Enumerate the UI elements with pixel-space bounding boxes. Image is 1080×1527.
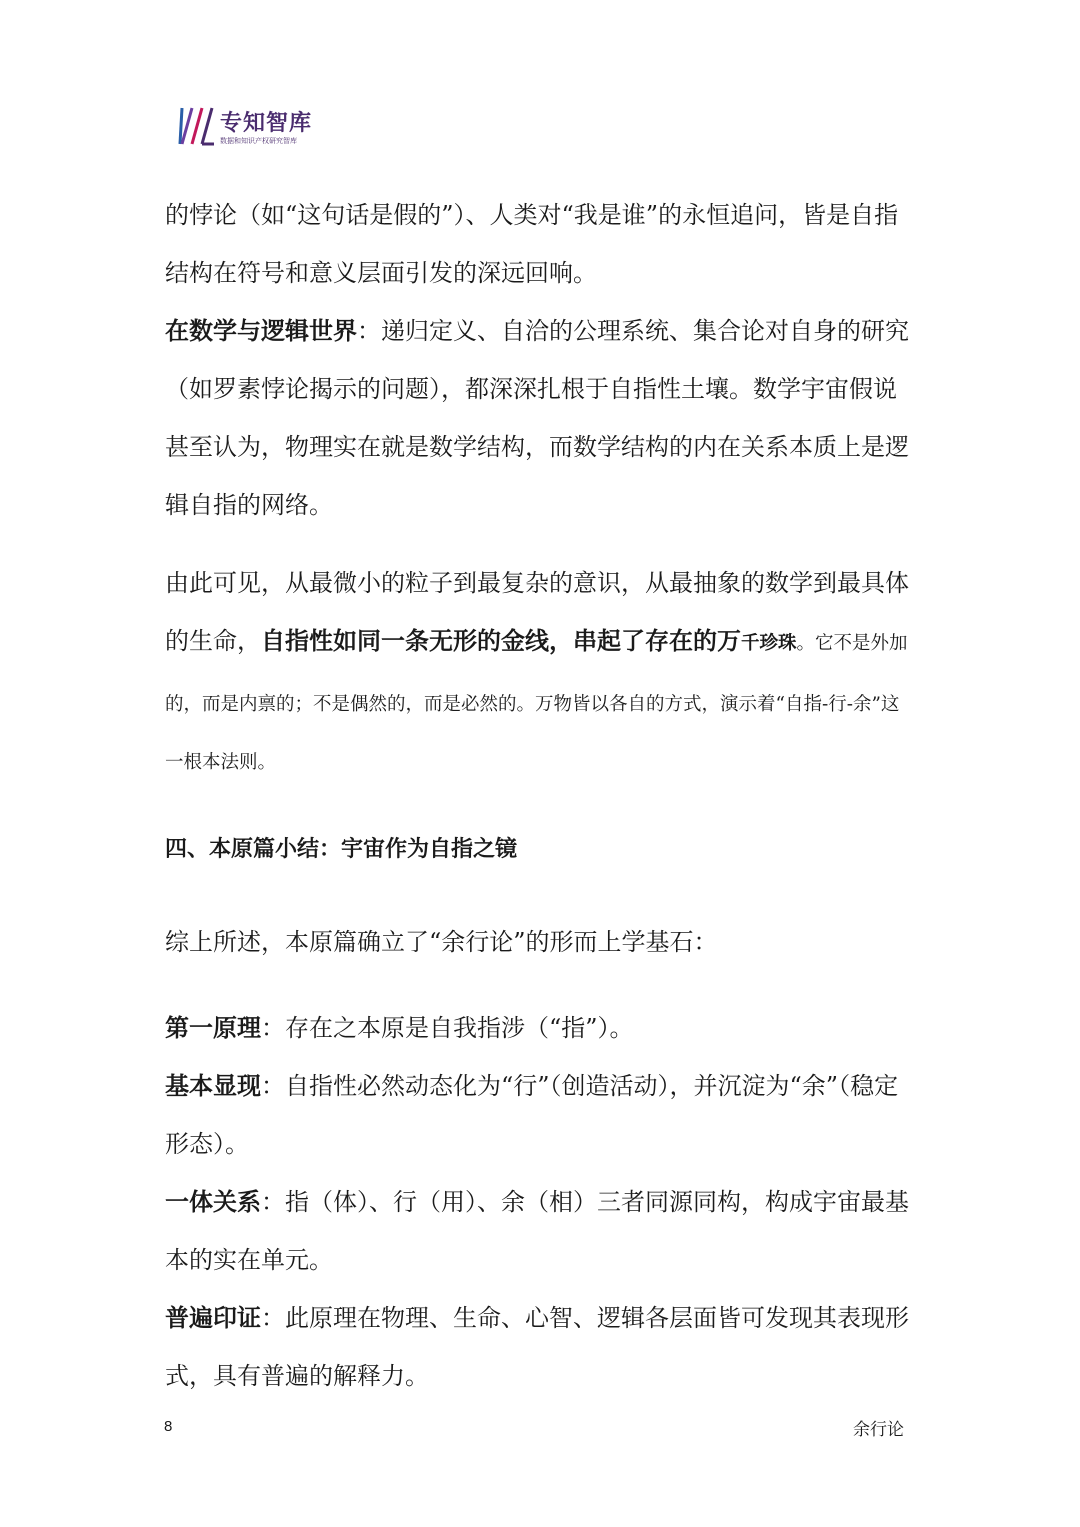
section-heading: 四、本原篇小结：宇宙作为自指之镜	[165, 836, 518, 862]
logo-name: 专知智库	[220, 111, 313, 136]
item-text: ：存在之本原是自我指涉（“指”）。	[261, 1014, 634, 1042]
item-text: ：此原理在物理、生命、心智、逻辑各层面皆可发现其表现形式，具有普遍的解释力。	[165, 1304, 909, 1390]
paragraph-math-logic	[165, 302, 917, 534]
summary-item	[165, 1289, 917, 1405]
paragraph-text: ：递归定义、自洽的公理系统、集合论对自身的研究（如罗素悖论揭示的问题），都深深扎根于自指性土壤。数学宇宙假说甚至认为，物理实在就是数学结构，而数学结构的内在关系本质上是逻辑自指的网络。	[165, 317, 909, 519]
item-text: ：指（体）、行（用）、余（相）三者同源同构，构成宇宙最基本的实在单元。	[165, 1188, 909, 1274]
item-label: 基本显现	[165, 1071, 261, 1100]
paragraph-conclusion	[165, 554, 917, 789]
document-body	[165, 186, 917, 1405]
summary-intro: 综上所述，本原篇确立了“余行论”的形而上学基石：	[165, 928, 718, 956]
paragraph-label: 在数学与逻辑世界	[165, 316, 357, 345]
item-label: 普遍印证	[165, 1303, 261, 1332]
page-number: 8	[164, 1418, 173, 1435]
paragraph-paradox: 的悖论（如“这句话是假的”）、人类对“我是谁”的永恒追问，皆是自指结构在符号和意义层面引发的深远回响。	[165, 201, 899, 287]
logo	[178, 106, 338, 148]
logo-tagline: 数据和知识产权研究智库	[220, 137, 297, 145]
summary-item	[165, 1173, 917, 1289]
item-label: 第一原理	[165, 1013, 261, 1042]
conclusion-small-end: 。它不是外加的，而是内禀的；不是偶然的，而是必然的。万物皆以各自的方式，演示着“自指-行-余”这一根本法则。	[165, 633, 908, 773]
item-text: ：自指性必然动态化为“行”（创造活动），并沉淀为“余”（稳定形态）。	[165, 1072, 899, 1158]
footer-doc-title: 余行论	[853, 1420, 904, 1440]
item-label: 一体关系	[165, 1187, 261, 1216]
conclusion-start: 由此可见，从最微小的粒子到最复杂的意识，从最抽象的数学到最具体的生命，	[165, 569, 909, 655]
summary-item	[165, 1057, 917, 1173]
conclusion-bold: 自指性如同一条无形的金线，串起了存在的万	[261, 626, 741, 655]
logo-mark-icon	[178, 106, 216, 146]
summary-item	[165, 999, 917, 1057]
conclusion-bold-small: 千珍珠	[741, 633, 797, 654]
